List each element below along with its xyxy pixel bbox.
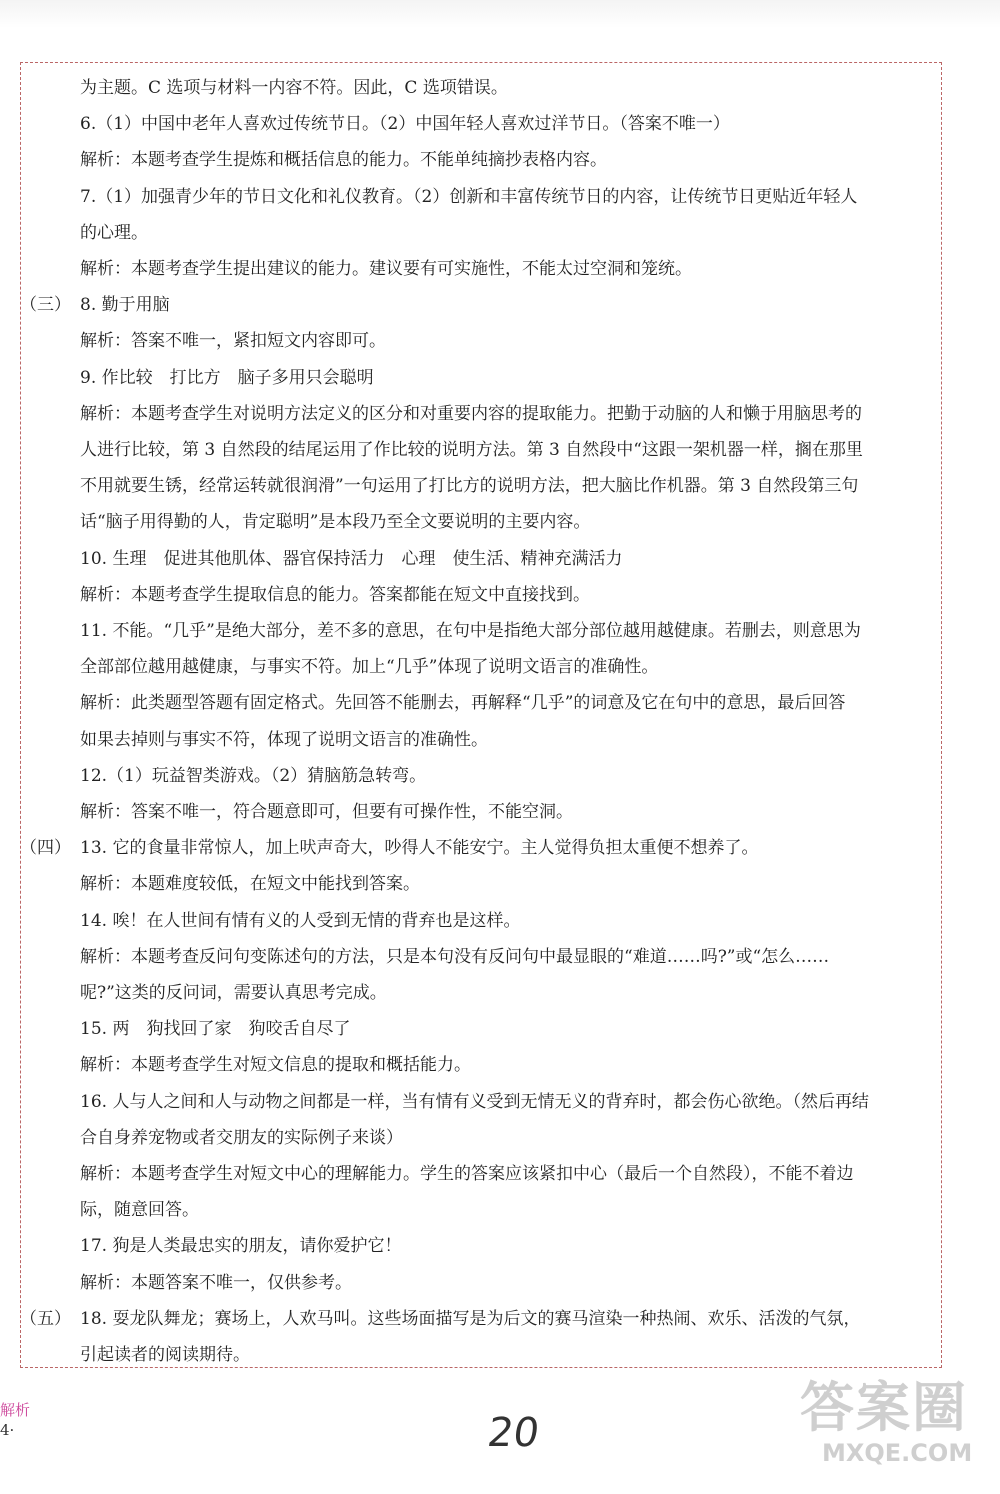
text-line <box>20 830 942 866</box>
line-text: 解析：本题难度较低，在短文中能找到答案。 <box>80 874 420 895</box>
line-text: 解析：本题考查学生对说明方法定义的区分和对重要内容的提取能力。把勤于动脑的人和懒于用脑思考的 <box>80 403 862 424</box>
text-line <box>20 1301 942 1337</box>
line-text: 6.（1）中国中老年人喜欢过传统节日。（2）中国年轻人喜欢过洋节日。（答案不唯一） <box>80 114 730 135</box>
text-line <box>20 577 942 613</box>
text-line <box>20 1156 942 1192</box>
text-line <box>20 794 942 830</box>
watermark-main: 答案圈 <box>800 1376 968 1439</box>
text-line <box>20 722 942 758</box>
line-text: 解析：答案不唯一，紧扣短文内容即可。 <box>80 331 386 352</box>
line-text: 9. 作比较 打比方 脑子多用只会聪明 <box>80 367 374 388</box>
watermark <box>800 1378 996 1488</box>
footer-left <box>0 1400 40 1440</box>
line-text: 10. 生理 促进其他肌体、器官保持活力 心理 使生活、精神充满活力 <box>80 548 623 569</box>
handwritten-page-number: 20 <box>484 1410 543 1456</box>
text-line <box>20 939 942 975</box>
line-text: 人进行比较，第 3 自然段的结尾运用了作比较的说明方法。第 3 自然段中“这跟一架机器一样，搁在那里 <box>80 440 863 460</box>
text-line <box>20 541 942 577</box>
text-line <box>20 758 942 794</box>
text-line <box>20 1047 942 1083</box>
line-text: 8. 勤于用脑 <box>80 295 170 316</box>
scan-edge <box>0 0 1000 28</box>
text-line <box>20 1192 942 1228</box>
text-line <box>20 1011 942 1047</box>
line-text: 话“脑子用得勤的人，肯定聪明”是本段乃至全文要说明的主要内容。 <box>80 512 591 533</box>
line-text: 的心理。 <box>80 222 148 243</box>
page-number: 4· <box>0 1421 15 1439</box>
line-text: 解析：本题考查学生对短文信息的提取和概括能力。 <box>80 1055 471 1076</box>
line-text: 解析：此类题型答题有固定格式。先回答不能删去，再解释“几乎”的词意及它在句中的意思，最后回答 <box>80 693 846 714</box>
text-line <box>20 866 942 902</box>
text-line <box>20 70 942 106</box>
line-text: 11. 不能。“几乎”是绝大部分，差不多的意思，在句中是指绝大部分部位越用越健康。若删去，则意思为 <box>80 621 861 641</box>
text-line <box>20 649 942 685</box>
text-line <box>20 975 942 1011</box>
line-text: 解析：本题考查学生提炼和概括信息的能力。不能单纯摘抄表格内容。 <box>80 150 607 171</box>
line-text: 13. 它的食量非常惊人，加上吠声奇大，吵得人不能安宁。主人觉得负担太重便不想养了。 <box>80 838 759 859</box>
line-text: 引起读者的阅读期待。 <box>80 1345 250 1365</box>
section-label: （三） <box>20 295 71 316</box>
text-line <box>20 179 942 215</box>
line-text: 7.（1）加强青少年的节日文化和礼仪教育。（2）创新和丰富传统节日的内容，让传统节日更贴近年轻人 <box>80 186 858 207</box>
line-text: 16. 人与人之间和人与动物之间都是一样，当有情有义受到无情无义的背弃时，都会伤心欲绝。（然后再结 <box>80 1091 869 1112</box>
line-text: 解析：本题考查学生提出建议的能力。建议要有可实施性，不能太过空洞和笼统。 <box>80 259 692 279</box>
line-text: 18. 耍龙队舞龙；赛场上，人欢马叫。这些场面描写是为后文的赛马渲染一种热闹、欢乐、活泼的气氛， <box>80 1308 861 1329</box>
text-line <box>20 613 942 649</box>
text-line <box>20 106 942 142</box>
line-text: 为主题。C 选项与材料一内容不符。因此，C 选项错误。 <box>80 78 508 98</box>
section-label: （五） <box>20 1308 71 1329</box>
line-text: 解析：本题考查学生对短文中心的理解能力。学生的答案应该紧扣中心（最后一个自然段），不能不着边 <box>80 1164 854 1184</box>
text-line <box>20 215 942 251</box>
text-line <box>20 287 942 323</box>
text-line <box>20 504 942 540</box>
line-text: 解析：本题考查学生提取信息的能力。答案都能在短文中直接找到。 <box>80 584 590 605</box>
line-text: 15. 两 狗找回了家 狗咬舌自尽了 <box>80 1019 351 1040</box>
line-text: 解析：本题答案不唯一，仅供参考。 <box>80 1272 352 1293</box>
text-line <box>20 1265 942 1301</box>
text-line <box>20 396 942 432</box>
line-text: 17. 狗是人类最忠实的朋友，请你爱护它！ <box>80 1236 402 1257</box>
line-text: 际，随意回答。 <box>80 1200 199 1221</box>
text-line <box>20 1337 942 1373</box>
text-line <box>20 685 942 721</box>
text-line <box>20 903 942 939</box>
line-text: 呢?”这类的反问词，需要认真思考完成。 <box>80 983 387 1003</box>
line-text: 14. 唉！在人世间有情有义的人受到无情的背弃也是这样。 <box>80 910 521 931</box>
line-text: 12.（1）玩益智类游戏。（2）猜脑筋急转弯。 <box>80 765 427 786</box>
line-text: 解析：答案不唯一，符合题意即可，但要有可操作性，不能空洞。 <box>80 802 573 822</box>
text-line <box>20 323 942 359</box>
text-line <box>20 1228 942 1264</box>
text-line <box>20 468 942 504</box>
section-label: （四） <box>20 838 71 859</box>
line-text: 如果去掉则与事实不符，体现了说明文语言的准确性。 <box>80 729 488 750</box>
line-text: 合自身养宠物或者交朋友的实际例子来谈） <box>80 1127 403 1148</box>
text-line <box>20 1084 942 1120</box>
line-text: 解析：本题考查反问句变陈述句的方法，只是本句没有反问句中最显眼的“难道……吗?”或“怎么…… <box>80 946 830 967</box>
watermark-sub: MXQE.COM <box>822 1439 973 1467</box>
text-line <box>20 360 942 396</box>
text-line <box>20 432 942 468</box>
text-line <box>20 1120 942 1156</box>
text-line <box>20 142 942 178</box>
line-text: 不用就要生锈，经常运转就很润滑”一句运用了打比方的说明方法，把大脑比作机器。第 3 自然段第三句 <box>80 476 859 497</box>
text-line <box>20 251 942 287</box>
footer-label: 解析 <box>0 1401 31 1419</box>
line-text: 全部部位越用越健康，与事实不符。加上“几乎”体现了说明文语言的准确性。 <box>80 657 659 678</box>
